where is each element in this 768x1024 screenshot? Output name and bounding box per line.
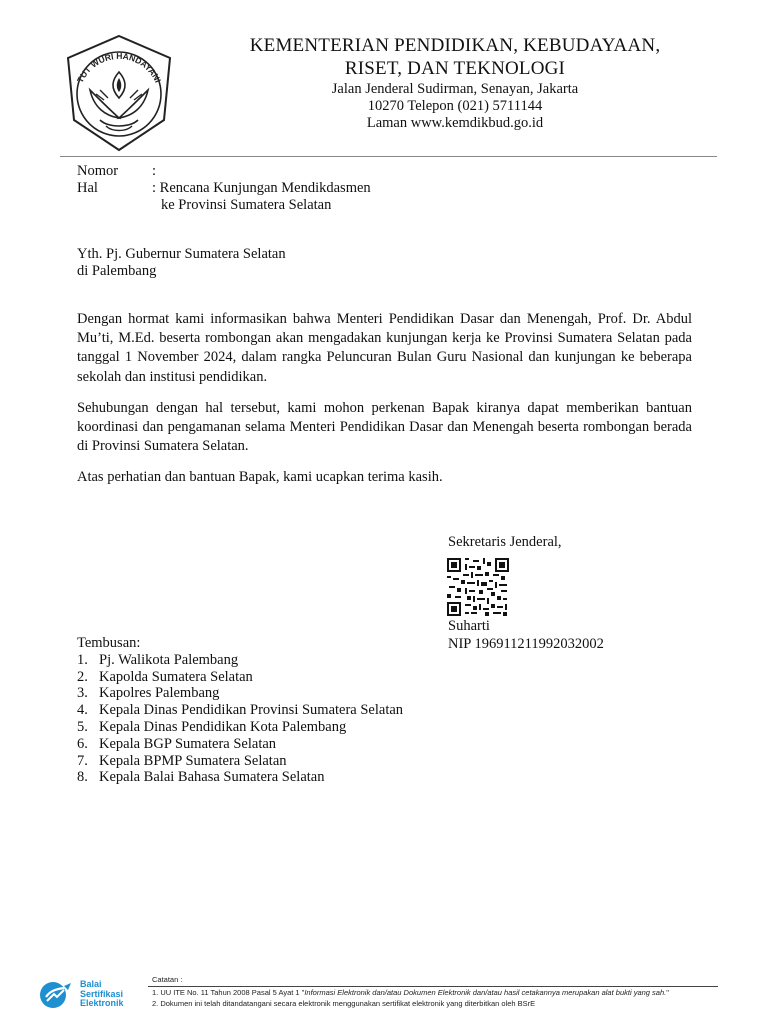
body-paragraph-3: Atas perhatian dan bantuan Bapak, kami ucapkan terima kasih.: [77, 469, 443, 486]
tembusan-label: Tembusan:: [77, 635, 141, 651]
svg-text:TUT WURI HANDAYANI: TUT WURI HANDAYANI: [74, 50, 164, 85]
list-item: 2. Kapolda Sumatera Selatan: [77, 668, 253, 685]
letter-meta: [77, 163, 477, 215]
footer-divider: [148, 986, 718, 987]
list-item: 5. Kepala Dinas Pendidikan Kota Palembang: [77, 718, 347, 735]
list-item: 4. Kepala Dinas Pendidikan Provinsi Sumatera Selatan: [77, 702, 404, 719]
list-item: 6. Kepala BGP Sumatera Selatan: [77, 735, 277, 752]
nomor-label: Nomor: [77, 163, 119, 179]
ministry-name-line2: RISET, DAN TEKNOLOGI: [344, 58, 566, 79]
list-item: 1. Pj. Walikota Palembang: [77, 651, 239, 668]
bsre-logo-icon: [38, 980, 72, 1010]
website-line: Laman www.kemdikbud.go.id: [366, 115, 544, 131]
nomor-value: :: [152, 163, 157, 179]
signature-title: Sekretaris Jenderal,: [448, 534, 562, 550]
body-paragraph-2: Sehubungan dengan hal tersebut, kami mohon perkenan Bapak kiranya dapat memberikan bantuan koordinasi dan pengamanan selama Menteri Pendidikan Dasar dan Menengah beserta rombongan berada di Provinsi Sumatera Selatan.: [77, 399, 692, 455]
list-item: 3. Kapolres Palembang: [77, 685, 220, 702]
list-item: 8. Kepala Balai Bahasa Sumatera Selatan: [77, 769, 325, 786]
footer-note-1: 1. UU ITE No. 11 Tahun 2008 Pasal 5 Ayat 1 "Informasi Elektronik dan/atau Dokumen Elektronik dan/atau hasil cetakannya merupakan alat bukti yang sah.": [152, 988, 669, 997]
recipient: [77, 246, 286, 280]
hal-value-line2: ke Provinsi Sumatera Selatan: [161, 197, 332, 213]
footer-note-2: 2. Dokumen ini telah ditandatangani secara elektronik menggunakan sertifikat elektronik yang diterbitkan oleh BSrE: [152, 999, 536, 1008]
tembusan-list: [77, 635, 403, 786]
address-line2: 10270 Telepon (021) 5711144: [367, 98, 543, 114]
letterhead-divider: [60, 156, 717, 157]
signatory-nip: NIP 196911211992032002: [448, 636, 604, 652]
letterhead: [200, 34, 710, 132]
catatan-label: Catatan :: [152, 975, 183, 984]
ministry-name-line1: KEMENTERIAN PENDIDIKAN, KEBUDAYAAN,: [249, 35, 661, 56]
recipient-line1: Yth. Pj. Gubernur Sumatera Selatan: [77, 246, 286, 262]
hal-label: Hal: [77, 180, 98, 196]
recipient-line2: di Palembang: [77, 263, 157, 279]
letter-body: [77, 310, 692, 500]
body-paragraph-1: Dengan hormat kami informasikan bahwa Menteri Pendidikan Dasar dan Menengah, Prof. Dr. Abdul Mu’ti, M.Ed. beserta rombongan akan mengadakan kunjungan kerja ke Provinsi Sumatera Selatan pada tanggal 1 November 2024, dalam rangka Peluncuran Bulan Guru Nasional dan kunjungan ke beberapa sekolah dan institusi pendidikan.: [77, 311, 692, 385]
qr-code-signature: [447, 558, 509, 616]
list-item: 7. Kepala BPMP Sumatera Selatan: [77, 752, 287, 769]
bsre-wordmark: Balai Sertifikasi Elektronik: [80, 979, 124, 1008]
hal-value-line1: : Rencana Kunjungan Mendikdasmen: [152, 180, 371, 196]
tut-wuri-handayani-logo: [60, 28, 178, 156]
signatory-name: Suharti: [448, 618, 490, 634]
address-line1: Jalan Jenderal Sudirman, Senayan, Jakarta: [331, 81, 579, 97]
